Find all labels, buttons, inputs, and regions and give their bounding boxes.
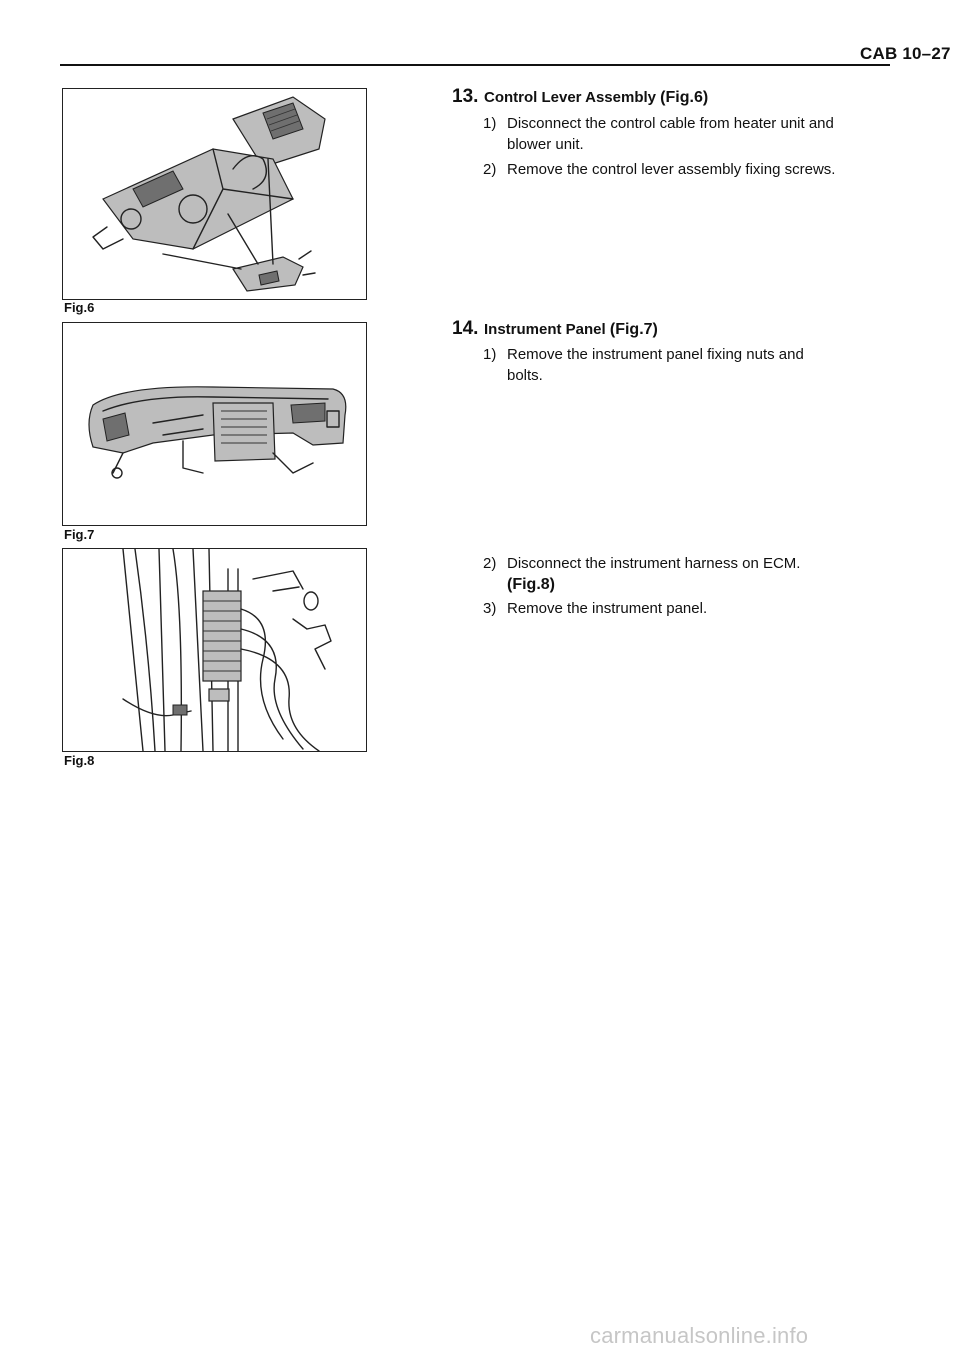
substep-text-continued: blower unit. — [507, 136, 584, 153]
substep-text: Disconnect the instrument harness on ECM. — [507, 555, 801, 572]
step-13-substep-1 — [483, 113, 903, 155]
substep-text: Remove the instrument panel. — [507, 600, 708, 617]
figure-8-caption: Fig.8 — [64, 753, 95, 768]
substep-figure-ref: (Fig.8) — [507, 576, 555, 593]
substep-text-continued: bolts. — [507, 367, 543, 384]
step-14-figure-ref: (Fig.7) — [609, 321, 658, 338]
step-13-title-text: Control Lever Assembly — [484, 89, 656, 106]
step-14-title — [484, 321, 658, 339]
substep-number: 1) — [483, 115, 497, 132]
step-13-number: 13. — [452, 86, 479, 107]
figure-6-caption: Fig.6 — [64, 300, 95, 315]
substep-number: 2) — [483, 555, 497, 572]
page-code: CAB 10–27 — [860, 44, 951, 63]
substep-number: 3) — [483, 600, 497, 617]
substep-text: Remove the instrument panel fixing nuts and — [507, 346, 804, 363]
substep-text: Remove the control lever assembly fixing screws. — [507, 161, 836, 178]
figure-8-frame — [62, 548, 367, 752]
step-13-figure-ref: (Fig.6) — [660, 89, 709, 106]
substep-number: 2) — [483, 161, 497, 178]
step-13-title — [484, 89, 708, 107]
step-14-title-text: Instrument Panel — [484, 321, 606, 338]
step-14-number: 14. — [452, 318, 479, 339]
substep-text: Disconnect the control cable from heater unit and — [507, 115, 834, 132]
step-14-substep-1 — [483, 344, 903, 386]
heater-blower-control-lever-illustration — [63, 89, 366, 299]
header-rule — [60, 64, 890, 66]
figure-7-caption: Fig.7 — [64, 527, 95, 542]
step-14-substep-3 — [483, 598, 903, 619]
site-watermark: carmanualsonline.info — [590, 1323, 809, 1348]
step-14-substep-2 — [483, 553, 903, 595]
step-13-substep-2 — [483, 159, 903, 180]
figure-7-frame — [62, 322, 367, 526]
substep-number: 1) — [483, 346, 497, 363]
instrument-panel-illustration — [63, 323, 366, 525]
figure-6-frame — [62, 88, 367, 300]
ecm-harness-connector-illustration — [63, 549, 366, 751]
